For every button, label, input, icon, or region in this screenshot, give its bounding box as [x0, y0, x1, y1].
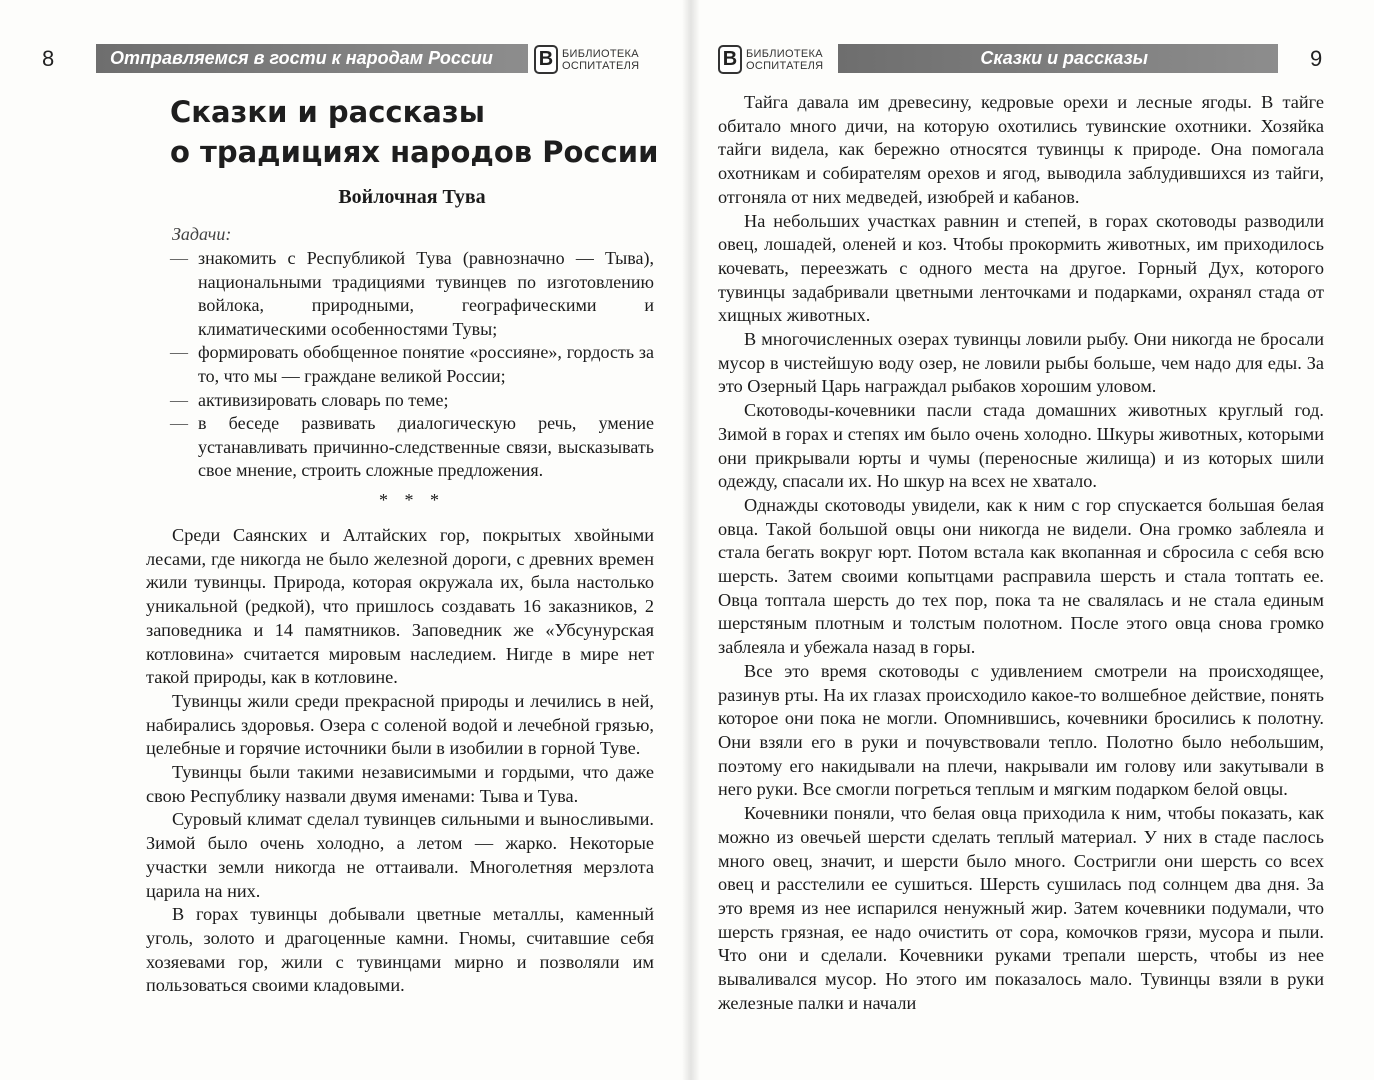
paragraph: Тувинцы жили среди прекрасной природы и лечились в ней, набирались здоровья. Озера с соленой водой и лечебной грязью, целебные и горячие источники были в изобилии в горной Туве.	[146, 690, 654, 759]
paragraph: Среди Саянских и Алтайских гор, покрытых хвойными лесами, где никогда не было железной дороги, с древних времен жили тувинцы. Природа, которая окружала их, была настолько уникальной (редкой), что пришлось создавать 16 заказников, 2 заповедника и 14 памятников. Заповедник же «Убсунурская котловина» считается мировым наследием. Нигде в мире нет такой природы, как в котловине.	[146, 525, 654, 688]
paragraph: Скотоводы-кочевники пасли стада домашних животных круглый год. Зимой в горах и степях им было очень холодно. Шкуры животных, которыми они прикрывали юрты и чумы (переносные жилища) и из которых шили одежду, спасали их. Но шкур на всех не хватало.	[718, 400, 1324, 492]
logo-letter-icon: B	[718, 45, 742, 74]
logo-line-1: БИБЛИОТЕКА	[746, 47, 823, 60]
paragraph: Тайга давала им древесину, кедровые орехи и лесные ягоды. В тайге обитало много дичи, на которую охотились тувинские охотники. Хозяйка тайги видела, как бережно относятся тувинцы к природе. Она помогала охотникам и собирателям орехов и ягод, выводила заблудившихся из тайги, отгоняла от них медведей, изюбрей и кабанов.	[718, 92, 1324, 207]
page-number-right: 9	[1310, 46, 1323, 71]
paragraph: Тувинцы были такими независимыми и гордыми, что даже свою Республику назвали двумя именами: Тыва и Тува.	[146, 762, 654, 806]
paragraph: Все это время скотоводы с удивлением смотрели на происходящее, разинув рты. На их глазах происходило какое-то волшебное действие, понять которое они пока не могли. Опомнившись, кочевники бросились к полотну. Они взяли его в руки и почувствовали тепло. Полотно было небольшим, поэтому его накидывали на плечи, накрывали им голову или закутывали в него руки. Все смогли погреться теплым и мягким подарком белой овцы.	[718, 660, 1324, 800]
paragraph: Кочевники поняли, что белая овца приходила к ним, чтобы показать, как можно из овечьей шерсти сделать теплый материал. У них в стаде паслось много овец, значит, и шерсти было много. Состригли они шерсть со всех овец и расстелили ее сушиться. Шерсть сушилась под солнцем два дня. За это время из нее испарился ненужный жир. Затем кочевники подумали, что шерсть грязная, ее надо очистить от сора, комочков грязи, мусора и пыли. Что они и сделали. Кочевники руками трепали шерсть, чтобы из нее вываливался мусор. Но этого им показалось мало. Тувинцы взяли в руки железные палки и начали	[718, 803, 1324, 1013]
task-item: — активизировать словарь по теме;	[170, 389, 654, 413]
body-text-right	[718, 91, 1324, 1015]
logo-letter-icon: B	[534, 45, 558, 74]
running-header-right	[838, 44, 1278, 73]
library-logo	[718, 44, 823, 75]
section-separator: * * *	[379, 490, 445, 510]
section-title-line-2: о традициях народов России	[170, 135, 659, 169]
logo-line-2: ОСПИТАТЕЛЯ	[562, 59, 640, 72]
story-title: Войлочная Тува	[338, 186, 486, 208]
page-number-left: 8	[42, 46, 55, 71]
paragraph: В горах тувинцы добывали цветные металлы, каменный уголь, золото и драгоценные камни. Гномы, считавшие себя хозяевами гор, жили с тувинцами мирно и позволяли им пользоваться своими кладовыми.	[146, 904, 654, 996]
tasks-list	[170, 247, 654, 483]
task-item: — формировать обобщенное понятие «россияне», гордость за то, что мы — граждане великой России;	[170, 341, 654, 388]
paragraph: Однажды скотоводы увидели, как к ним с гор спускается большая белая овца. Такой большой овцы они никогда не видели. Она громко заблеяла и стала бегать вокруг юрт. Потом встала как вкопанная и сбросила с себя всю шерсть. Затем своими копытцами расправила шерсть и стала топтать ее. Овца топтала шерсть до тех пор, пока та не свалялась и не стала единым шерстяным плотным и толстым полотном. После этого овца снова громко заблеяла и убежала назад в горы.	[718, 494, 1324, 658]
paragraph: Суровый климат сделал тувинцев сильными и выносливыми. Зимой было очень холодно, а летом — жарко. Некоторые участки земли никогда не оттаивали. Многолетняя мерзлота царила на них.	[146, 809, 654, 901]
paragraph: На небольших участках равнин и степей, в горах скотоводы разводили овец, лошадей, оленей и коз. Чтобы прокормить животных, им приходилось кочевать, переезжать с одного места на другое. Горный Дух, которого тувинцы задабривали цветными ленточками и подарками, охранял стада от хищных животных.	[718, 210, 1324, 326]
tasks-label: Задачи:	[172, 224, 232, 244]
task-item: — знакомить с Республикой Тува (равнозначно — Тыва), национальными традициями тувинцев по изготовлению войлока, природными, географическими и климатическими особенностями Тувы;	[170, 247, 654, 341]
body-text-left	[146, 524, 654, 998]
running-header-title: Сказки и рассказы	[980, 48, 1148, 68]
task-item: — в беседе развивать диалогическую речь, умение устанавливать причинно-следственные связи, высказывать свое мнение, строить сложные предложения.	[170, 412, 654, 483]
logo-line-1: БИБЛИОТЕКА	[562, 47, 639, 60]
logo-text	[746, 48, 823, 72]
logo-line-2: ОСПИТАТЕЛЯ	[746, 59, 824, 72]
running-header-left	[96, 44, 528, 73]
section-title	[170, 92, 658, 172]
right-page	[690, 0, 1374, 1080]
paragraph: В многочисленных озерах тувинцы ловили рыбу. Они никогда не бросали мусор в чистейшую воду озер, не ловили рыбы больше, чем надо для еды. За это Озерный Царь награждал рыбаков хорошим уловом.	[718, 329, 1324, 397]
logo-text	[562, 48, 639, 72]
section-title-line-1: Сказки и рассказы	[170, 95, 485, 129]
library-logo	[534, 44, 639, 75]
running-header-title: Отправляемся в гости к народам России	[110, 48, 493, 68]
